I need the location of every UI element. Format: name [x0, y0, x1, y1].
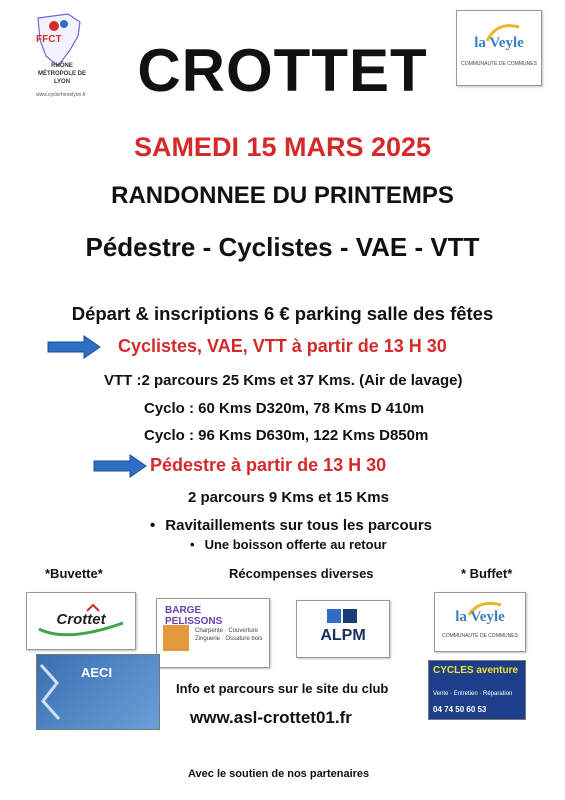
- buvette-label: *Buvette*: [45, 566, 103, 581]
- sponsor-alpm: [296, 600, 390, 658]
- event-date: SAMEDI 15 MARS 2025: [133, 132, 432, 162]
- page-title: CROTTET: [137, 37, 428, 104]
- buffet-label: * Buffet*: [461, 566, 513, 581]
- veyle-sponsor-name: la Veyle: [455, 609, 505, 625]
- cycles-name: CYCLES aventure: [433, 665, 519, 676]
- bullet-drink: • Une boisson offerte au retour: [190, 537, 387, 552]
- ffct-name: FFCT: [36, 34, 62, 45]
- event-disciplines: Pédestre - Cyclistes - VAE - VTT: [85, 232, 480, 262]
- cycles-desc: Vente · Entretien · Réparation: [433, 691, 513, 697]
- cyclo-routes-1: Cyclo : 60 Kms D320m, 78 Kms D 410m: [144, 400, 425, 417]
- ffct-url: www.cyclorhonelyon.fr: [36, 92, 86, 98]
- veyle-name: la Veyle: [474, 35, 524, 51]
- partners-thanks: Avec le soutien de nos partenaires: [188, 768, 370, 780]
- veyle-sponsor-tagline: COMMUNAUTÉ DE COMMUNES: [442, 633, 518, 639]
- bullet-supplies: • Ravitaillements sur tous les parcours: [150, 517, 432, 534]
- rewards-label: Récompenses diverses: [229, 566, 374, 581]
- pedestrian-routes: 2 parcours 9 Kms et 15 Kms: [188, 489, 389, 506]
- barge-desc: Charpente · Couverture Zinguerie · Ossature bois: [195, 628, 263, 642]
- sponsor-crottet: [26, 592, 136, 650]
- sponsor-aeci: [36, 654, 160, 730]
- crottet-name: Crottet: [56, 611, 106, 628]
- arrow-right-icon: [92, 454, 148, 483]
- aeci-name: AECI: [81, 665, 113, 680]
- veyle-tagline: COMMUNAUTÉ DE COMMUNES: [461, 61, 537, 67]
- cycles-phone: 04 74 50 60 53: [433, 705, 487, 714]
- ffct-region: RHÔNE MÉTROPOLE DE LYON: [37, 63, 86, 85]
- barge-logo-block: [163, 625, 189, 651]
- cyclo-routes-2: Cyclo : 96 Kms D630m, 122 Kms D850m: [144, 427, 429, 444]
- vtt-routes: VTT :2 parcours 25 Kms et 37 Kms. (Air de lavage): [104, 372, 463, 389]
- barge-name: BARGE PELISSONS: [165, 605, 223, 627]
- arrow-right-icon: [46, 335, 102, 364]
- event-name: RANDONNEE DU PRINTEMPS: [111, 182, 454, 209]
- site-info: Info et parcours sur le site du club: [176, 681, 389, 696]
- club-website-link[interactable]: www.asl-crottet01.fr: [190, 708, 352, 727]
- alpm-name: ALPM: [320, 627, 366, 644]
- aeci-pattern-icon: [37, 655, 77, 729]
- pedestrian-heading: Pédestre à partir de 13 H 30: [150, 455, 387, 475]
- sponsor-barge-pelissons: [156, 598, 270, 668]
- sponsor-veyle: [434, 592, 526, 652]
- sponsor-cycles-aventure: [428, 660, 526, 720]
- departure-info: Départ & inscriptions 6 € parking salle des fêtes: [71, 303, 494, 324]
- cyclists-heading: Cyclistes, VAE, VTT à partir de 13 H 30: [118, 336, 447, 356]
